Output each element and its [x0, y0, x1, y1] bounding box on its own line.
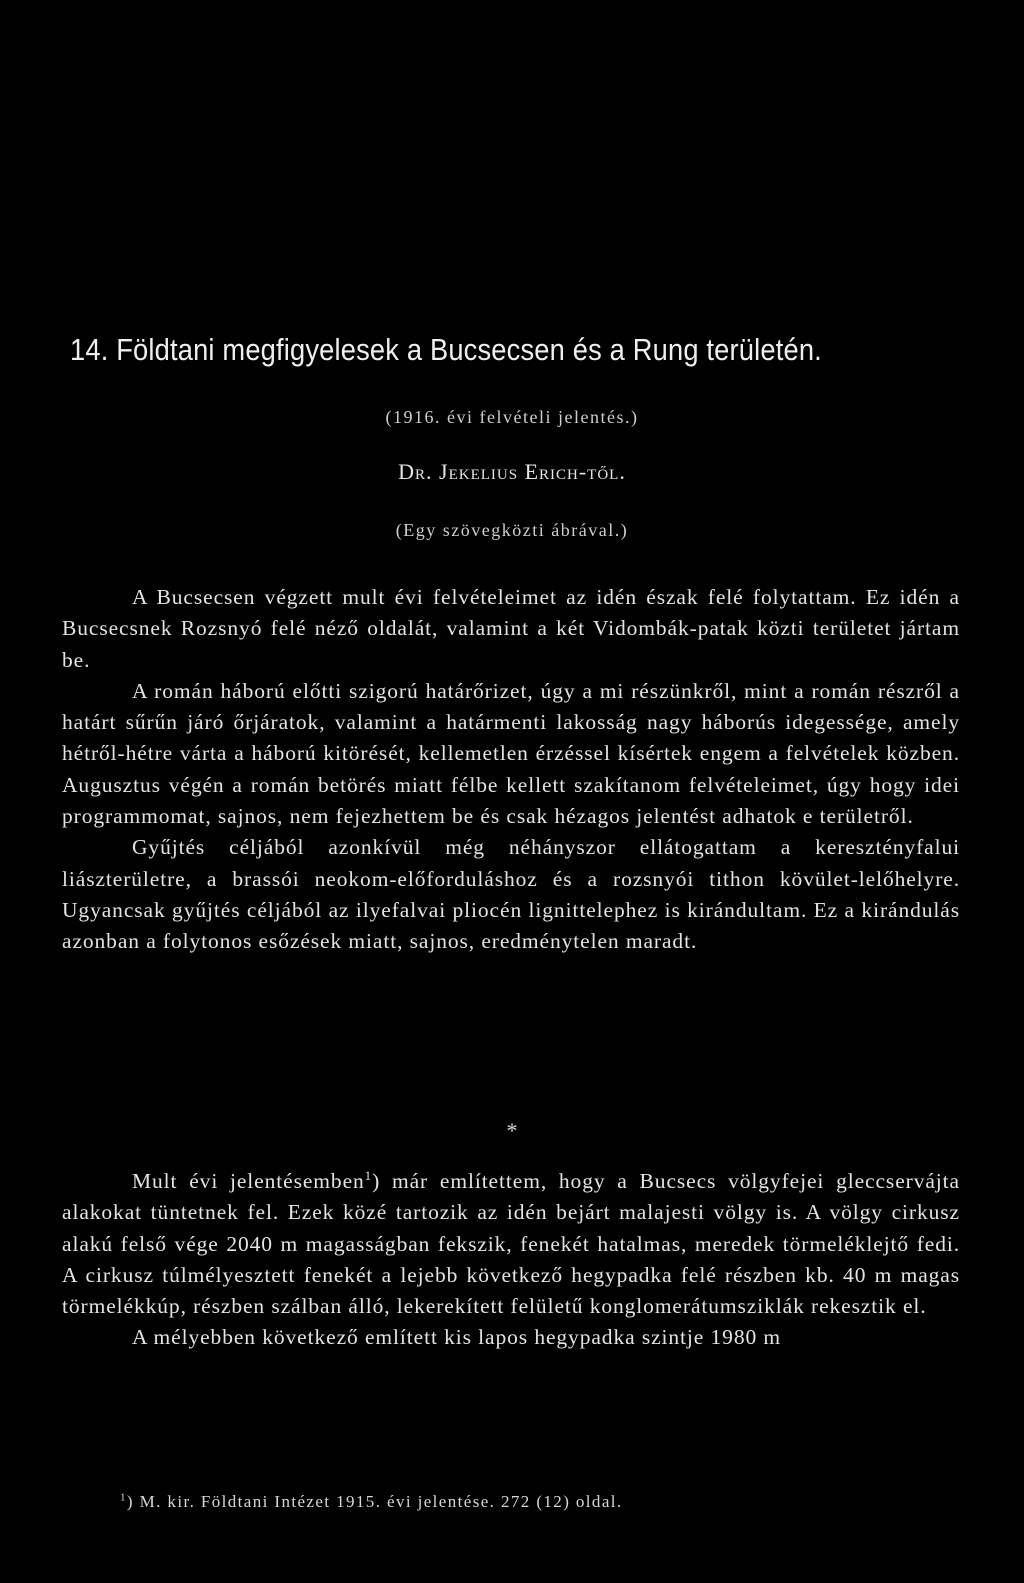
section-2-text — [62, 1166, 960, 1354]
paragraph-text: Mult évi jelentésemben — [132, 1169, 365, 1193]
section-separator: * — [506, 1118, 518, 1143]
report-subtitle: (1916. évi felvételi jelentés.) — [385, 407, 639, 427]
paragraph — [62, 1166, 960, 1322]
section-1-text — [62, 582, 960, 958]
figure-note: (Egy szövegközti ábrával.) — [395, 520, 629, 540]
page-title: 14. Földtani megfigyelesek a Bucsecsen és a Rung területén. — [70, 332, 822, 367]
paragraph: A Bucsecsen végzett mult évi felvételeimet az idén észak felé folytattam. Ez idén a Bucsecsnek Rozsnyó felé néző oldalát, valamint a két Vidombák-patak közti területet jártam be. — [62, 585, 960, 672]
paragraph: Gyűjtés céljából azonkívül még néhányszor ellátogattam a keresztényfalui liászterületre, a brassói neokom-előforduláshoz és a rozsnyói tithon kövület-lelőhelyre. Ugyancsak gyűjtés céljából az ilyefalvai pliocén lignittelephez is kirándultam. Ez a kirándulás azonban a folytonos esőzések miatt, sajnos, eredménytelen maradt. — [62, 835, 960, 954]
footnote-text: ) M. kir. Földtani Intézet 1915. évi jelentése. 272 (12) oldal. — [126, 1492, 623, 1511]
paragraph: A mélyebben következő említett kis lapos hegypadka szintje 1980 m — [132, 1325, 782, 1350]
author-line: Dr. Jekelius Erich-től. — [398, 459, 626, 484]
footnote-reference[interactable]: 1 — [364, 1167, 373, 1183]
paragraph-text: ) már említettem, hogy a Bucsecs völgyfejei gleccservájta alakokat tüntetnek fel. Ezek közé tartozik az idén bejárt malajesti völgy is. A völgy cirkusz alakú felső vége 2040 m magasságban fekszik, fenekét hatalmas, meredek törmeléklejtő fedi. A cirkusz túlmélyesztett fenekét a lejebb következő hegypadka felé részben kb. 40 m magas törmelékkúp, részben szálban álló, lekerekített felületű konglomerátumsziklák rekesztik el. — [62, 1169, 960, 1319]
footnote — [120, 1492, 623, 1512]
paragraph: A román háború előtti szigorú határőrizet, úgy a mi részünkről, mint a román részről a határt sűrűn járó őrjáratok, valamint a határmenti lakosság nagy háborús idegessége, amely hétről-hétre várta a háború kitörését, kellemetlen érzéssel kísértek engem a felvételek közben. Augusztus végén a román betörés miatt félbe kellett szakítanom felvételeimet, úgy hogy idei programmomat, sajnos, nem fejezhettem be és csak hézagos jelentést adhatok e területről. — [62, 678, 960, 829]
footnote-marker: 1 — [120, 1491, 127, 1504]
